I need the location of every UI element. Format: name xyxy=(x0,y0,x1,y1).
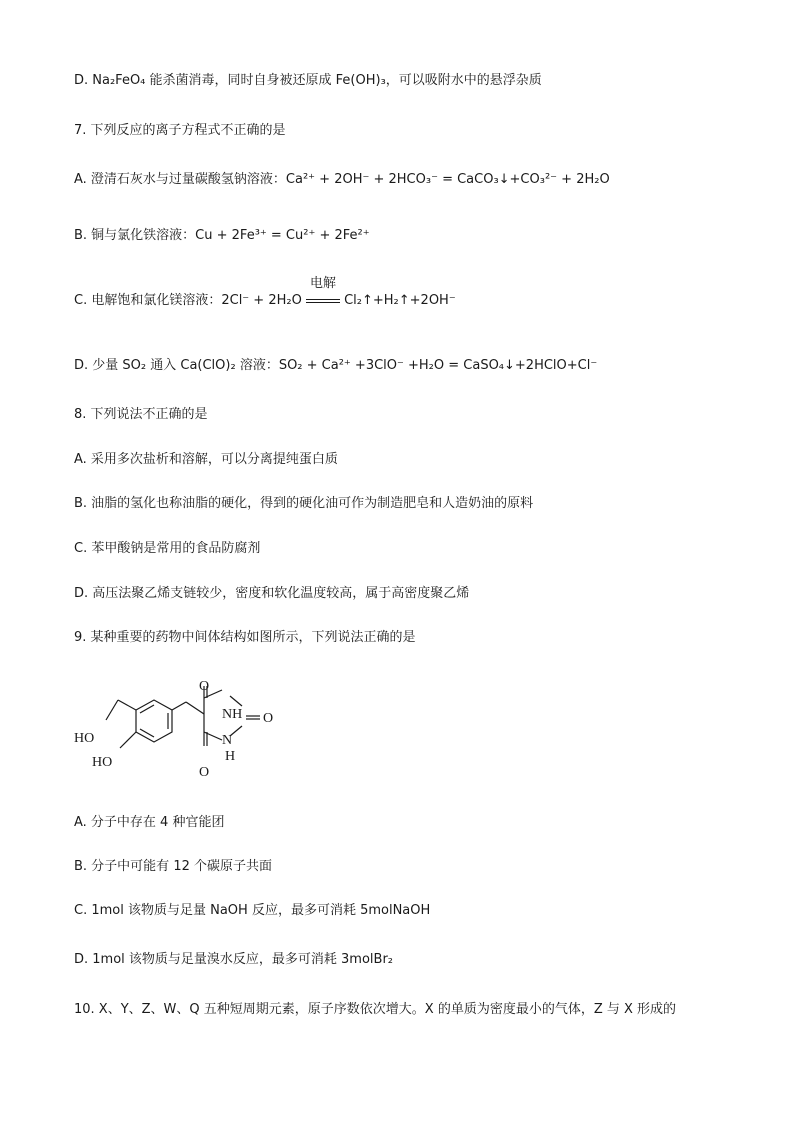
q8-option-a: A. 采用多次盐析和溶解，可以分离提纯蛋白质 xyxy=(74,452,338,467)
q7c-equation-left: C. 电解饱和氯化镁溶液：2Cl⁻ + 2H₂O xyxy=(74,293,302,308)
label-n-bottom: N xyxy=(222,733,233,748)
question-10: 10. X、Y、Z、W、Q 五种短周期元素，原子序数依次增大。X 的单质为密度最小的气体，Z 与 X 形成的 xyxy=(74,1002,677,1017)
q9-option-b: B. 分子中可能有 12 个碳原子共面 xyxy=(74,859,272,874)
q8-option-c: C. 苯甲酸钠是常用的食品防腐剂 xyxy=(74,541,261,556)
question-7: 7. 下列反应的离子方程式不正确的是 xyxy=(74,123,286,138)
question-9: 9. 某种重要的药物中间体结构如图所示，下列说法正确的是 xyxy=(74,630,416,645)
q8-option-b: B. 油脂的氢化也称油脂的硬化，得到的硬化油可作为制造肥皂和人造奶油的原料 xyxy=(74,496,534,511)
q9-option-c: C. 1mol 该物质与足量 NaOH 反应，最多可消耗 5molNaOH xyxy=(74,903,431,918)
q7c-equation-right: Cl₂↑+H₂↑+2OH⁻ xyxy=(344,293,456,308)
label-o-right: O xyxy=(263,711,274,726)
q6-option-d: D. Na₂FeO₄ 能杀菌消毒，同时自身被还原成 Fe(OH)₃，可以吸附水中的悬浮杂质 xyxy=(74,73,542,88)
label-o-top: O xyxy=(199,679,210,694)
electrolysis-condition: 电解 xyxy=(309,276,336,291)
chemical-structure xyxy=(70,676,290,788)
q8-option-d: D. 高压法聚乙烯支链较少，密度和软化温度较高，属于高密度聚乙烯 xyxy=(74,586,470,601)
label-ho-top: HO xyxy=(74,731,95,746)
label-ho-bottom: HO xyxy=(92,755,113,770)
electrolysis-arrow xyxy=(306,276,340,310)
q9-option-a: A. 分子中存在 4 种官能团 xyxy=(74,815,225,830)
equals-bar xyxy=(306,299,340,303)
benzene-ring xyxy=(136,700,172,742)
q7-option-c xyxy=(74,276,456,310)
label-o-bottom: O xyxy=(199,765,210,780)
q7-option-d: D. 少量 SO₂ 通入 Ca(ClO)₂ 溶液：SO₂ + Ca²⁺ +3ClO⁻ +H₂O = CaSO₄↓+2HClO+Cl⁻ xyxy=(74,358,598,373)
question-8: 8. 下列说法不正确的是 xyxy=(74,407,208,422)
q7-option-a: A. 澄清石灰水与过量碳酸氢钠溶液：Ca²⁺ + 2OH⁻ + 2HCO₃⁻ = CaCO₃↓+CO₃²⁻ + 2H₂O xyxy=(74,172,610,187)
label-h-bottom: H xyxy=(225,749,236,764)
q9-option-d: D. 1mol 该物质与足量溴水反应，最多可消耗 3molBr₂ xyxy=(74,952,394,967)
label-nh-top: NH xyxy=(222,707,243,722)
q7-option-b: B. 铜与氯化铁溶液：Cu + 2Fe³⁺ = Cu²⁺ + 2Fe²⁺ xyxy=(74,228,370,243)
